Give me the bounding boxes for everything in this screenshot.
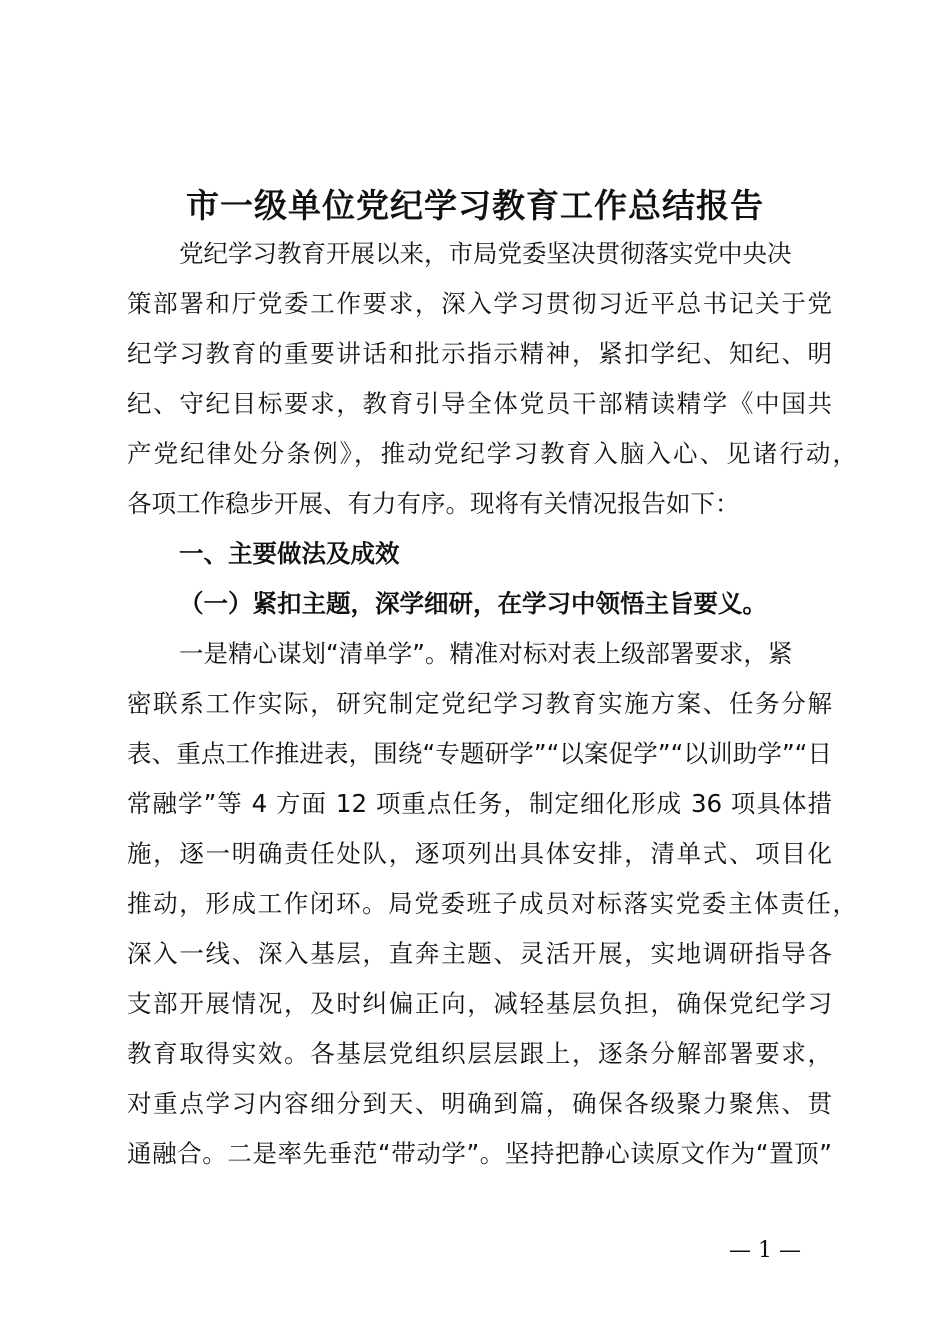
- paragraph-line: 推动，形成工作闭环。局党委班子成员对标落实党委主体责任，: [127, 889, 857, 918]
- paragraph-line: 通融合。二是率先垂范“带动学”。坚持把静心读原文作为“置顶”: [127, 1139, 832, 1168]
- paragraph-line: 策部署和厅党委工作要求，深入学习贯彻习近平总书记关于党: [127, 289, 832, 318]
- paragraph-line: 各项工作稳步开展、有力有序。现将有关情况报告如下：: [127, 489, 740, 518]
- paragraph-line: 纪、守纪目标要求，教育引导全体党员干部精读精学《中国共: [127, 389, 832, 418]
- paragraph-line: 深入一线、深入基层，直奔主题、灵活开展，实地调研指导各: [127, 939, 832, 968]
- paragraph-line: 教育取得实效。各基层党组织层层跟上，逐条分解部署要求，: [127, 1039, 832, 1068]
- document-title: 市一级单位党纪学习教育工作总结报告: [186, 186, 764, 225]
- paragraph-line: 产党纪律处分条例》，推动党纪学习教育入脑入心、见诸行动，: [127, 439, 857, 468]
- subsection-heading: （一）紧扣主题，深学细研，在学习中领悟主旨要义。: [179, 589, 767, 618]
- paragraph-line: 施，逐一明确责任处队，逐项列出具体安排，清单式、项目化: [127, 839, 832, 868]
- paragraph-line: 表、重点工作推进表，围绕“专题研学”“以案促学”“以训助学”“日: [127, 739, 832, 768]
- paragraph-line: 对重点学习内容细分到天、明确到篇，确保各级聚力聚焦、贯: [127, 1089, 832, 1118]
- paragraph-line: 密联系工作实际，研究制定党纪学习教育实施方案、任务分解: [127, 689, 832, 718]
- paragraph-line: 纪学习教育的重要讲话和批示指示精神，紧扣学纪、知纪、明: [127, 339, 832, 368]
- paragraph-line: 一是精心谋划“清单学”。精准对标对表上级部署要求，紧: [179, 639, 793, 668]
- page-number: — 1 —: [729, 1238, 801, 1263]
- paragraph-line: 党纪学习教育开展以来，市局党委坚决贯彻落实党中央决: [179, 239, 792, 268]
- paragraph-line: 支部开展情况，及时纠偏正向，减轻基层负担，确保党纪学习: [127, 989, 832, 1018]
- section-heading: 一、主要做法及成效: [179, 539, 400, 568]
- paragraph-line: 常融学”等 4 方面 12 项重点任务，制定细化形成 36 项具体措: [127, 789, 832, 818]
